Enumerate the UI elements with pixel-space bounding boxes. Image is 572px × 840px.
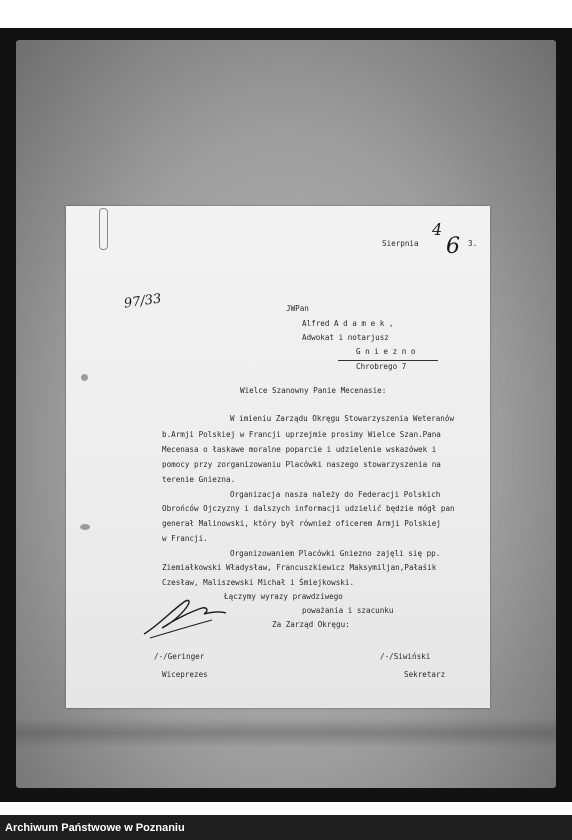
address-line: Adwokat i notarjusz bbox=[302, 333, 389, 342]
address-underline bbox=[338, 360, 438, 361]
reference-handwritten: 97/33 bbox=[123, 291, 163, 312]
letter-page bbox=[66, 206, 490, 708]
microfilm-frame bbox=[0, 28, 572, 802]
signature-left-name: /-/Geringer bbox=[154, 652, 205, 661]
body-line: Organizacja nasza należy do Federacji Polskich bbox=[230, 490, 441, 499]
date-year-suffix: 3. bbox=[468, 239, 478, 248]
date-handwritten-month: 6 bbox=[446, 234, 460, 259]
body-line: Mecenasa o łaskawe moralne poparcie i udzielenie wskazówek i bbox=[162, 445, 437, 454]
date-handwritten-day: 4 bbox=[432, 220, 443, 239]
punch-hole-icon bbox=[81, 374, 88, 381]
punch-hole-icon bbox=[80, 524, 90, 530]
archive-footer bbox=[0, 815, 572, 840]
body-line: Za Zarząd Okręgu: bbox=[272, 620, 350, 629]
signature-right-title: Sekretarz bbox=[404, 670, 446, 679]
signature-left-title: Wiceprezes bbox=[162, 670, 208, 679]
body-line: terenie Gniezna. bbox=[162, 475, 236, 484]
archive-label: Archiwum Państwowe w Poznaniu bbox=[5, 821, 185, 834]
body-line: Organizowaniem Placówki Gniezno zajęli się pp. bbox=[230, 549, 441, 558]
address-line: G n i e z n o bbox=[356, 347, 416, 356]
body-line: Ziemiałkowski Władysław, Francuszkiewicz Maksymiljan,Pałaśik bbox=[162, 563, 437, 572]
body-line: Obrońców Ojczyzny i dalszych informacji udzielić będzie mógł pan bbox=[162, 504, 455, 513]
scan-background bbox=[16, 40, 556, 788]
body-line: Czesław, Maliszewski Michał i Śmiejkowski. bbox=[162, 578, 355, 587]
address-line: Chrobrego 7 bbox=[356, 362, 407, 371]
paper-clip-icon bbox=[99, 208, 108, 250]
body-line: b.Armji Polskiej w Francji uprzejmie prosimy Wielce Szan.Pana bbox=[162, 430, 441, 439]
body-line: generał Malinowski, który był również oficerem Armji Polskiej bbox=[162, 519, 441, 528]
signature-right-name: /-/Siwiński bbox=[380, 652, 431, 661]
body-line: W imieniu Zarządu Okręgu Stowarzyszenia Weteranów bbox=[230, 414, 455, 423]
body-line: w Francji. bbox=[162, 534, 208, 543]
body-line: poważania i szacunku bbox=[302, 606, 394, 615]
salutation: Wielce Szanowny Panie Mecenasie: bbox=[240, 386, 387, 395]
body-line: Łączymy wyrazy prawdziwego bbox=[224, 592, 343, 601]
signature-scribble-icon bbox=[140, 594, 230, 640]
body-line: pomocy przy zorganizowaniu Placówki naszego stowarzyszenia na bbox=[162, 460, 441, 469]
address-line: JWPan bbox=[286, 304, 309, 313]
date-month: Sierpnia bbox=[382, 239, 419, 248]
address-line: Alfred A d a m e k , bbox=[302, 319, 394, 328]
